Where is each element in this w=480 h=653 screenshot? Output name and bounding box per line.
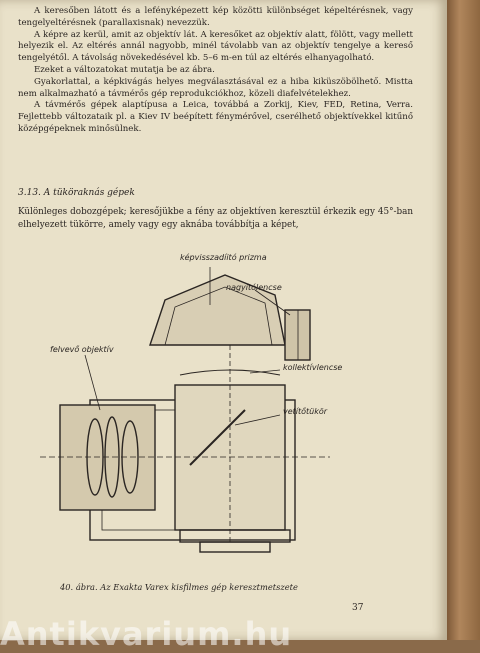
wood-background xyxy=(446,0,480,640)
mirror-label: vetítőtükör xyxy=(283,407,328,416)
page-number: 37 xyxy=(352,603,364,613)
collective-label: kollektívlencse xyxy=(283,363,343,372)
paragraph: Gyakorlattal, a képkivágás helyes megválasztásával ez a hiba kiküszöbölhető. Mistta nem alkalmazható a távmérős gép reprodukciókhoz, közeli diafelvételekhez. xyxy=(18,76,413,99)
eyepiece xyxy=(285,310,310,360)
magnifier-label: nagyítólencse xyxy=(226,283,282,292)
section-heading: 3.13. A tüköraknás gépek xyxy=(18,188,135,198)
lens-barrel xyxy=(60,405,155,510)
paragraph: A keresőben látott és a lefényképezett kép közötti különbséget képeltérésnek, vagy tengelyeltérésnek (parallaxisnak) nevezzük. xyxy=(18,6,413,28)
paragraph: Ezeket a változatokat mutatja be az ábra. xyxy=(34,64,215,75)
prism-label: képvisszadíitó prizma xyxy=(180,253,267,262)
objective-leader xyxy=(85,355,100,410)
paragraph: A képre az kerül, amit az objektív lát. A keresőket az objektív alatt, fölött, vagy mellett helyezik el. Az eltérés annál nagyobb, minél távolabb van az objektív tengelye a kereső tengelyétől. A távolság növekedésével kb. 5–6 m-en túl az eltérés elhanyagolható. xyxy=(18,29,413,64)
section-body xyxy=(18,206,413,232)
camera-cross-section-figure xyxy=(40,245,370,580)
body-text xyxy=(18,6,413,136)
paragraph: A távmérős gépek alaptípusa a Leica, továbbá a Zorkij, Kiev, FED, Retina, Verra. Fejlettebb változataik pl. a Kiev IV beépített fénymérővel, cserélhető objektívekkel kitűnő középgépeknek minősülnek. xyxy=(18,100,413,134)
watermark: Antikvarium.hu xyxy=(0,615,293,653)
figure-caption: 40. ábra. Az Exakta Varex kisfilmes gép keresztmetszete xyxy=(60,582,298,592)
section-paragraph: Különleges dobozgépek; keresőjükbe a fény az objektíven keresztül érkezik egy 45°-ban elhelyezett tükörre, amely vagy egy aknába továbbítja a képet, xyxy=(18,207,413,230)
objective-label: felvevő objektív xyxy=(50,345,114,354)
